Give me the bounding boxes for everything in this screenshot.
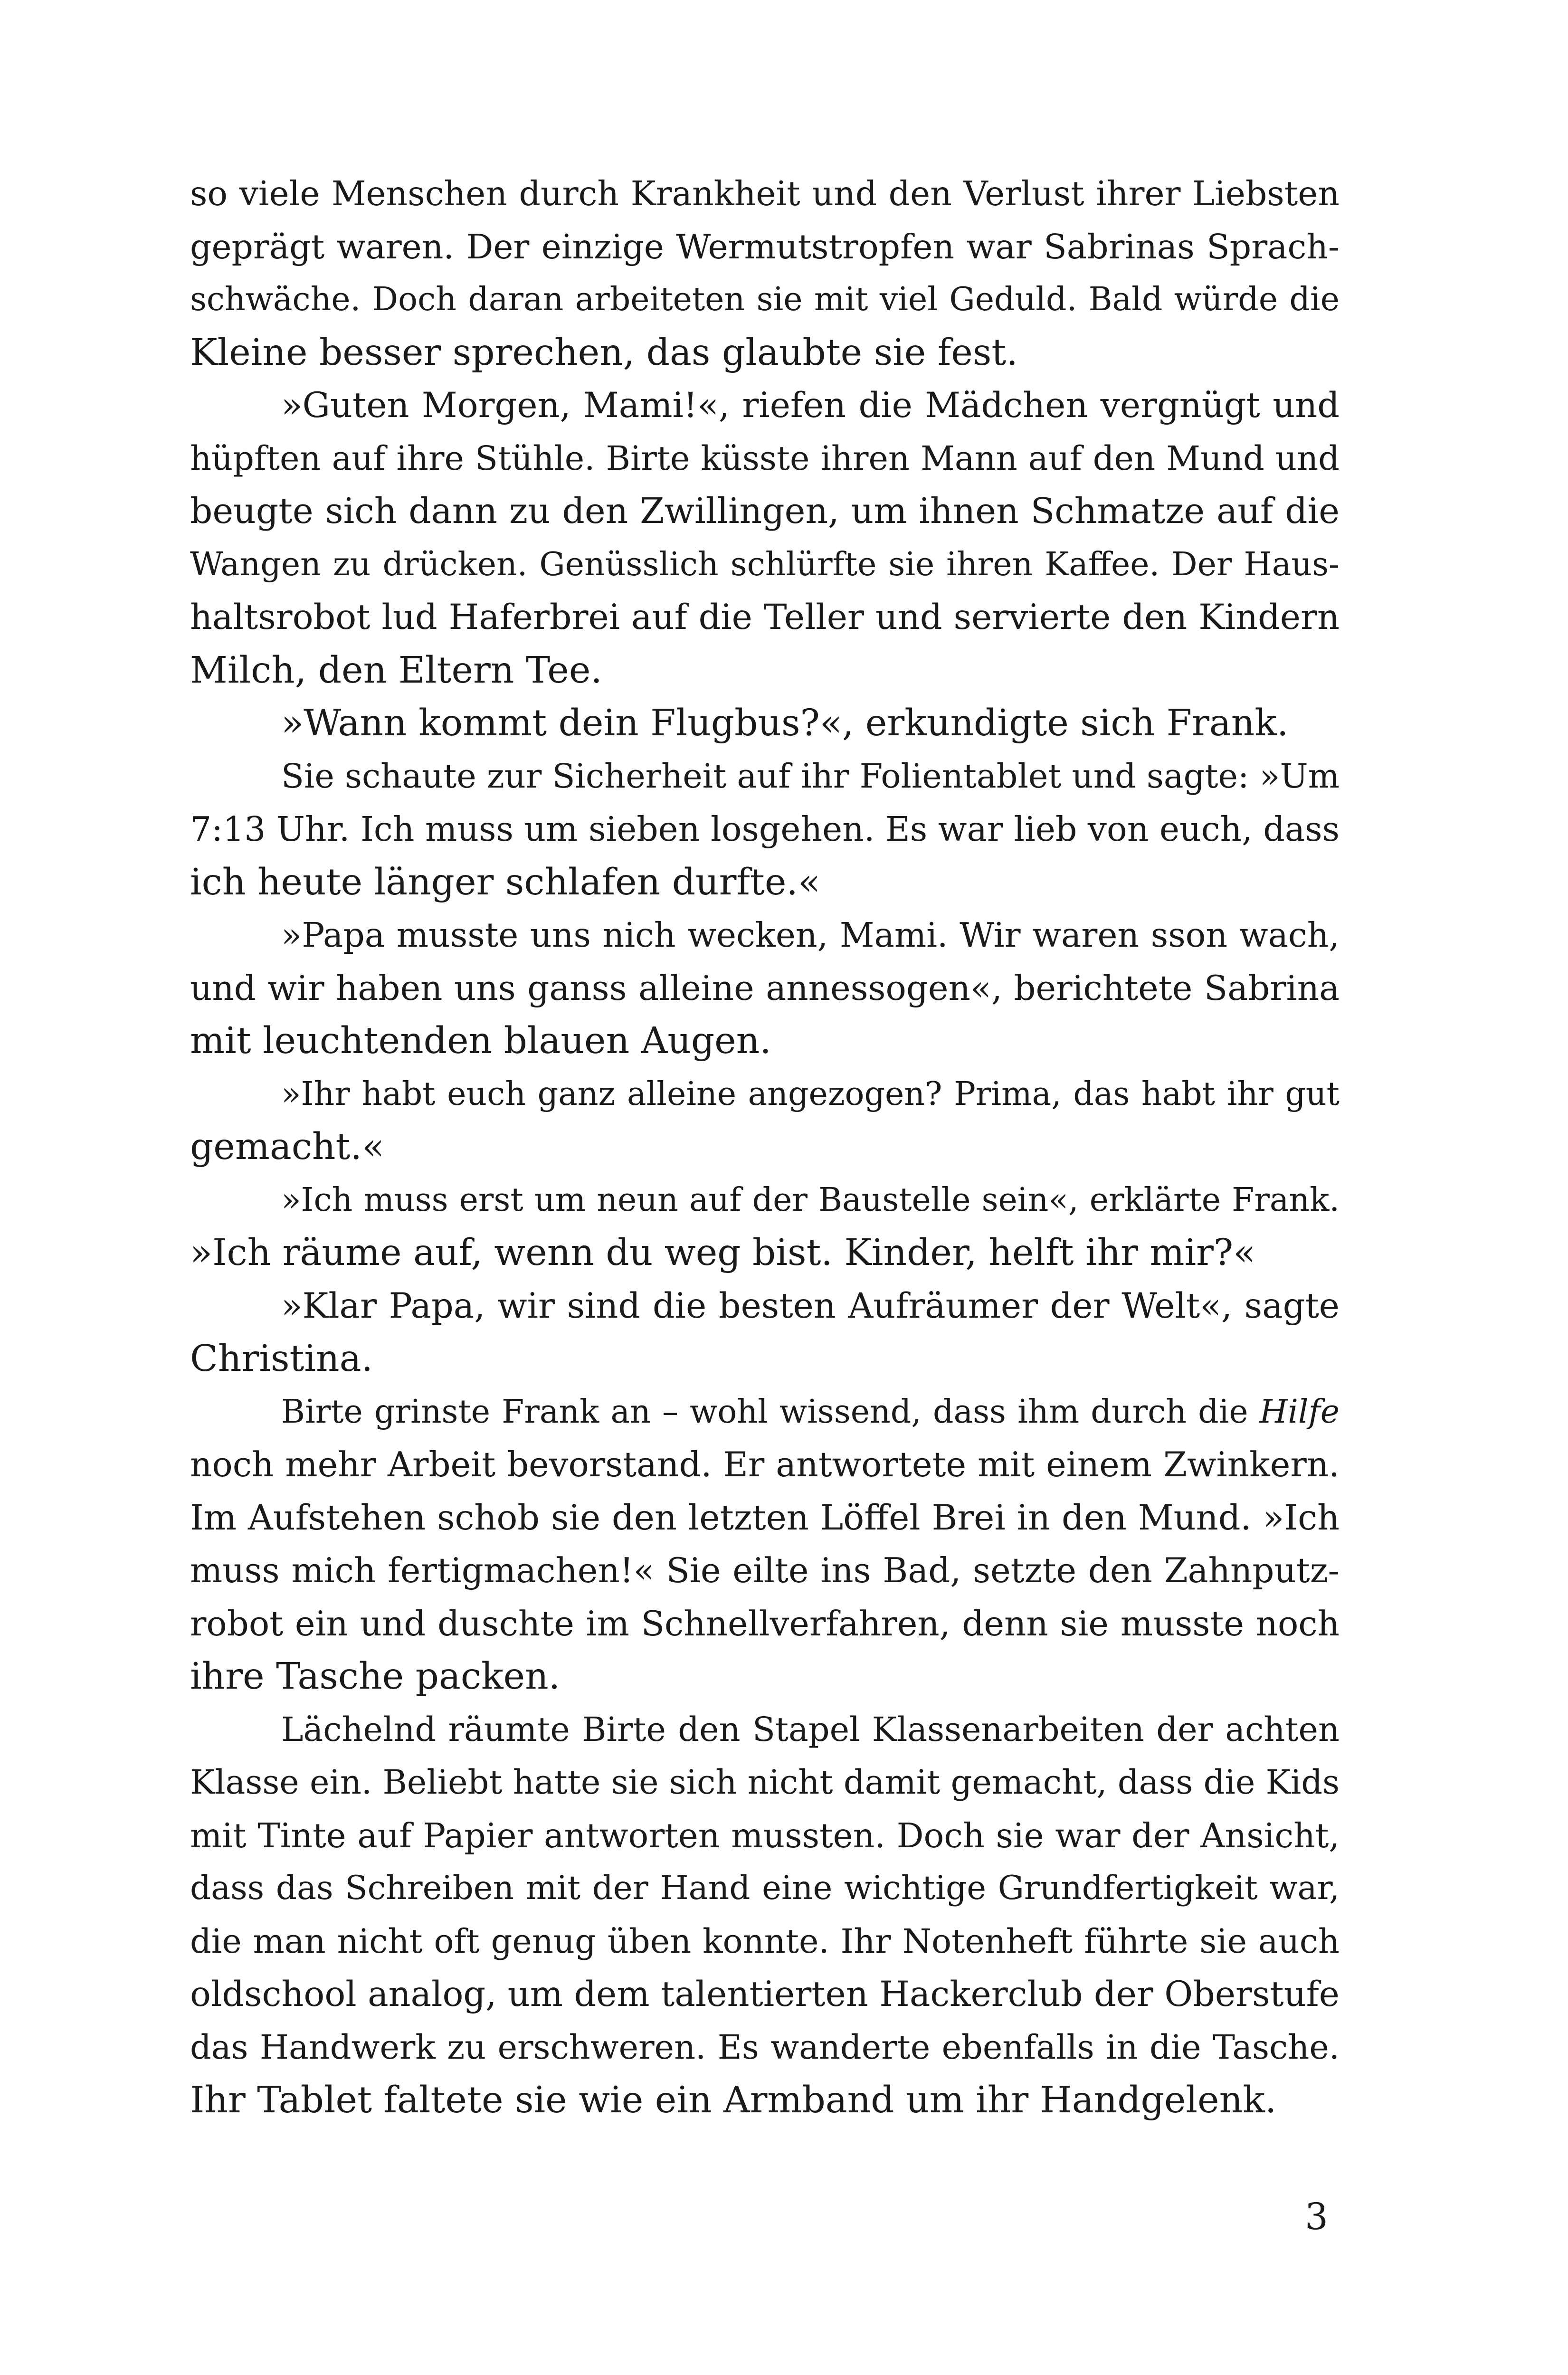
- text-line: [190, 273, 1340, 326]
- text-line-content: noch mehr Arbeit bevorstand. Er antwortete mit einem Zwinkern.: [190, 1444, 1340, 1484]
- text-line-content: ihre Tasche packen.: [190, 1655, 561, 1698]
- text-line-content: robot ein und duschte im Schnellverfahren, denn sie musste noch: [190, 1603, 1340, 1644]
- text-line-content: Sie schaute zur Sicherheit auf ihr Folientablet und sagte: »Um: [281, 756, 1340, 796]
- text-line: [190, 1597, 1340, 1651]
- text-line-content: Christina.: [190, 1338, 373, 1380]
- text-line-content: »Papa musste uns nich wecken, Mami. Wir waren sson wach,: [281, 915, 1340, 955]
- body-text: [190, 167, 1340, 2127]
- text-line-content: hüpften auf ihre Stühle. Birte küsste ihren Mann auf den Mund und: [190, 438, 1340, 478]
- text-line: [190, 697, 1340, 750]
- text-line: [190, 1280, 1340, 1333]
- text-line-content: oldschool analog, um dem talentierten Hackerclub der Oberstufe: [190, 1974, 1340, 2014]
- text-line: [190, 750, 1340, 803]
- text-line-content: mit leuchtenden blauen Augen.: [190, 1020, 771, 1062]
- text-line: [190, 379, 1340, 432]
- text-line: [190, 432, 1340, 485]
- text-line-content: schwäche. Doch daran arbeiteten sie mit viel Geduld. Bald würde die: [190, 281, 1340, 318]
- text-line: [190, 1438, 1340, 1492]
- text-line: [190, 909, 1340, 962]
- text-line-content: Lächelnd räumte Birte den Stapel Klassenarbeiten der achten: [281, 1710, 1340, 1749]
- text-line-content: Milch, den Eltern Tee.: [190, 649, 602, 692]
- text-line: [190, 1174, 1340, 1227]
- text-line: [190, 485, 1340, 538]
- text-line-content: 7:13 Uhr. Ich muss um sieben losgehen. Es war lieb von euch, dass: [190, 809, 1340, 849]
- text-line: [190, 1650, 1340, 1703]
- text-line: [190, 1915, 1340, 1968]
- text-line-content: Wangen zu drücken. Genüsslich schlürfte sie ihren Kaffee. Der Haus-: [190, 545, 1340, 583]
- text-line-content: haltsrobot lud Haferbrei auf die Teller und servierte den Kindern: [190, 597, 1340, 637]
- italic-word: Hilfe: [1259, 1393, 1340, 1431]
- text-line-content: mit Tinte auf Papier antworten mussten. Doch sie war der Ansicht,: [190, 1815, 1340, 1855]
- text-line: [190, 1756, 1340, 1809]
- text-line: [190, 1068, 1340, 1121]
- text-line-content: geprägt waren. Der einzige Wermutstropfen war Sabrinas Sprach-: [190, 227, 1340, 266]
- text-line: [190, 167, 1340, 220]
- text-line-content: »Ich räume auf, wenn du weg bist. Kinder, helft ihr mir?«: [190, 1232, 1256, 1274]
- text-line: [190, 538, 1340, 591]
- text-line-content: Im Aufstehen schob sie den letzten Löffel Brei in den Mund. »Ich: [190, 1497, 1340, 1538]
- text-line: [190, 1121, 1340, 1174]
- text-line-content: die man nicht oft genug üben konnte. Ihr Notenheft führte sie auch: [190, 1921, 1340, 1961]
- text-line: [190, 2074, 1340, 2127]
- text-line: [190, 962, 1340, 1015]
- text-line-content: Kleine besser sprechen, das glaubte sie fest.: [190, 331, 1018, 374]
- text-line-content: muss mich fertigmachen!« Sie eilte ins Bad, setzte den Zahnputz-: [190, 1550, 1340, 1590]
- text-line: [190, 2021, 1340, 2074]
- text-line: [190, 1703, 1340, 1757]
- text-line: [190, 1544, 1340, 1597]
- text-line: [190, 220, 1340, 274]
- page-number: 3: [1305, 2196, 1328, 2238]
- text-line-content: das Handwerk zu erschweren. Es wanderte ebenfalls in die Tasche.: [190, 2027, 1340, 2067]
- text-line: [190, 803, 1340, 856]
- text-line: [190, 1809, 1340, 1862]
- text-line: [190, 644, 1340, 697]
- text-line: [190, 1386, 1340, 1439]
- text-line-content: Ihr Tablet faltete sie wie ein Armband um ihr Handgelenk.: [190, 2079, 1277, 2121]
- text-line-content: »Guten Morgen, Mami!«, riefen die Mädchen vergnügt und: [281, 385, 1340, 426]
- text-line: [190, 326, 1340, 380]
- text-line: [190, 591, 1340, 644]
- text-line: [190, 856, 1340, 909]
- text-line: [190, 1862, 1340, 1915]
- text-line-content: Klasse ein. Beliebt hatte sie sich nicht damit gemacht, dass die Kids: [190, 1763, 1340, 1802]
- text-line-content: gemacht.«: [190, 1126, 385, 1168]
- text-line: [190, 1332, 1340, 1386]
- text-line-content: »Wann kommt dein Flugbus?«, erkundigte sich Frank.: [281, 702, 1289, 744]
- text-line-content: ich heute länger schlafen durfte.«: [190, 861, 821, 903]
- text-line: [190, 1226, 1340, 1280]
- text-line-content: so viele Menschen durch Krankheit und den Verlust ihrer Liebsten: [190, 174, 1340, 213]
- text-line: [190, 1968, 1340, 2021]
- text-line-content: und wir haben uns ganss alleine annessogen«, berichtete Sabrina: [190, 968, 1340, 1008]
- text-line-content: dass das Schreiben mit der Hand eine wichtige Grundfertigkeit war,: [190, 1869, 1340, 1907]
- text-line: [190, 1015, 1340, 1068]
- text-line-content: »Ihr habt euch ganz alleine angezogen? Prima, das habt ihr gut: [281, 1075, 1340, 1113]
- text-line-content: »Klar Papa, wir sind die besten Aufräumer der Welt«, sagte: [281, 1285, 1340, 1326]
- text-line: [190, 1492, 1340, 1545]
- text-line-content: beugte sich dann zu den Zwillingen, um ihnen Schmatze auf die: [190, 491, 1340, 532]
- text-line-content: Birte grinste Frank an – wohl wissend, dass ihm durch die: [281, 1393, 1260, 1431]
- text-line-content: »Ich muss erst um neun auf der Baustelle sein«, erklärte Frank.: [281, 1181, 1340, 1219]
